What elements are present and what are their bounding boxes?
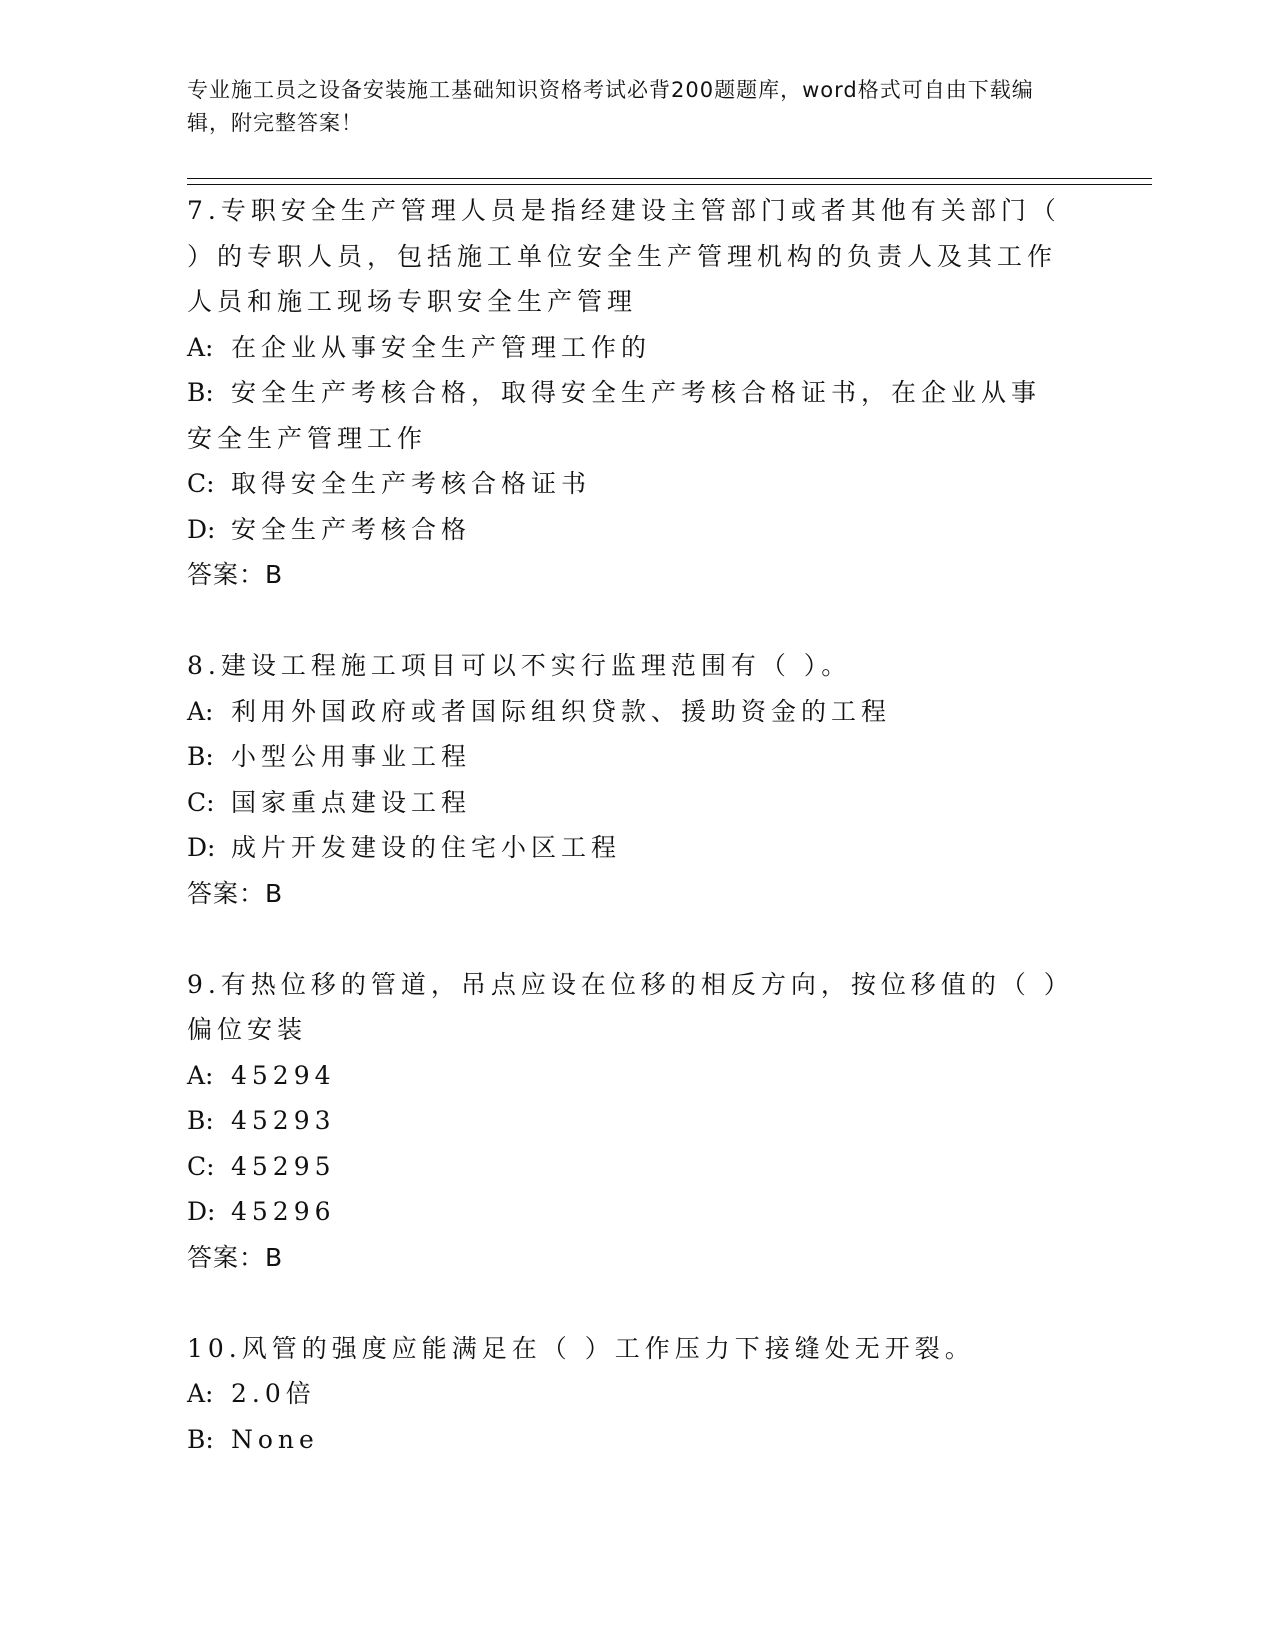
option-letter: B: [187, 742, 214, 771]
option-text: 国家重点建设工程 [231, 787, 472, 817]
option-a [187, 689, 1067, 735]
option-a [187, 325, 1067, 371]
option-letter: A: [187, 696, 214, 726]
question-text: 8.建设工程施工项目可以不实行监理范围有（ ）。 [187, 651, 852, 680]
document-header: 专业施工员之设备安装施工基础知识资格考试必背200题题库，word格式可自由下载编辑，附完整答案！ [187, 78, 1034, 135]
option-text: 45293 [231, 1106, 336, 1135]
option-letter: C: [187, 1151, 215, 1181]
header-rule-top [187, 178, 1152, 179]
option-letter: C: [187, 787, 215, 817]
option-c [187, 461, 1067, 507]
option-c [187, 1144, 1067, 1190]
option-d [187, 825, 1067, 871]
option-b [187, 1417, 1067, 1463]
option-letter: A: [187, 332, 214, 362]
option-text: 安全生产考核合格，取得安全生产考核合格证书，在企业从事安全生产管理工作 [187, 378, 1042, 453]
option-letter: B: [187, 378, 214, 407]
option-text: 安全生产考核合格 [231, 514, 472, 544]
option-text: 2.0倍 [231, 1379, 316, 1408]
question-gap [187, 598, 1067, 644]
option-d [187, 507, 1067, 553]
option-text: None [231, 1424, 319, 1454]
question-gap [187, 916, 1067, 962]
option-text: 在企业从事安全生产管理工作的 [231, 332, 652, 362]
option-text: 45296 [231, 1197, 336, 1226]
question-9 [187, 962, 1067, 1281]
header-rule-bottom [187, 184, 1152, 185]
question-text: 7.专职安全生产管理人员是指经建设主管部门或者其他有关部门（ ）的专职人员，包括施工单位安全生产管理机构的负责人及其工作人员和施工现场专职安全生产管理 [187, 196, 1061, 316]
option-text: 利用外国政府或者国际组织贷款、援助资金的工程 [231, 696, 892, 726]
answer-line: 答案：B [187, 878, 284, 908]
question-text: 10.风管的强度应能满足在（ ）工作压力下接缝处无开裂。 [187, 1333, 975, 1363]
answer-line: 答案：B [187, 560, 284, 589]
option-c [187, 780, 1067, 826]
option-letter: A: [187, 1060, 214, 1090]
question-gap [187, 1280, 1067, 1326]
option-d [187, 1189, 1067, 1235]
option-a [187, 1371, 1067, 1417]
option-text: 45295 [231, 1151, 336, 1181]
option-letter: C: [187, 469, 215, 498]
question-text: 9.有热位移的管道，吊点应设在位移的相反方向，按位移值的（ ）偏位安装 [187, 969, 1062, 1044]
option-text: 45294 [231, 1060, 336, 1090]
question-10 [187, 1326, 1067, 1463]
option-letter: D: [187, 1197, 216, 1226]
option-a [187, 1053, 1067, 1099]
question-8 [187, 643, 1067, 916]
option-letter: D: [187, 833, 216, 862]
option-text: 小型公用事业工程 [231, 742, 472, 771]
option-letter: B: [187, 1424, 214, 1454]
option-letter: A: [187, 1379, 214, 1408]
option-text: 成片开发建设的住宅小区工程 [231, 833, 622, 862]
question-7 [187, 188, 1067, 598]
option-b [187, 1098, 1067, 1144]
option-b [187, 734, 1067, 780]
option-letter: B: [187, 1106, 214, 1135]
question-list [187, 188, 1067, 1462]
option-b [187, 370, 1067, 461]
answer-line: 答案：B [187, 1242, 284, 1272]
option-text: 取得安全生产考核合格证书 [231, 469, 592, 498]
option-letter: D: [187, 514, 216, 544]
